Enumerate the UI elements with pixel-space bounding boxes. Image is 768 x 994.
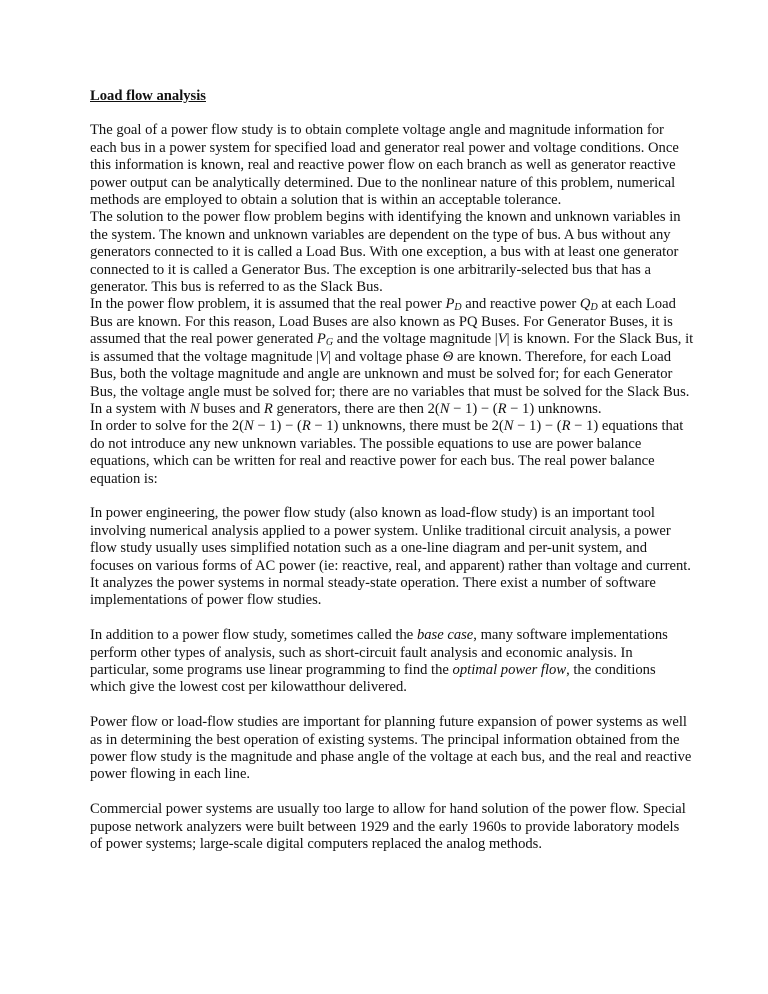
text-run: − 1) − ( bbox=[253, 418, 302, 435]
paragraph-equations bbox=[90, 418, 694, 488]
symbol-n: N bbox=[189, 400, 200, 417]
text-run: | and voltage phase bbox=[328, 348, 443, 365]
paragraph-bus-types bbox=[90, 296, 694, 418]
text-run: In the power flow problem, it is assumed that the real power bbox=[90, 296, 446, 313]
symbol-main: P bbox=[445, 296, 455, 313]
text-run: buses and bbox=[199, 400, 264, 417]
symbol-pd bbox=[445, 296, 461, 312]
text-run: | is known. For the Slack Bus, it is assumed that the voltage magnitude | bbox=[90, 331, 694, 365]
symbol-r: R bbox=[263, 400, 273, 417]
symbol-theta: Θ bbox=[442, 348, 454, 365]
symbol-n: N bbox=[439, 400, 450, 417]
paragraph-commercial: Commercial power systems are usually too large to allow for hand solution of the power flow. Special pupose network analyzers were built between 1929 and the early 1960s to provide laboratory models of power systems; large-scale digital computers replaced the analog methods. bbox=[90, 801, 686, 852]
symbol-n: N bbox=[503, 418, 514, 435]
paragraph-goal: The goal of a power flow study is to obtain complete voltage angle and magnitude information for each bus in a power system for specified load and generator real power and voltage conditions. Once this information is known, real and reactive power flow on each branch as well as generator reactive power output can be analytically determined. Due to the nonlinear nature of this problem, numerical methods are employed to obtain a solution that is within an acceptable tolerance. bbox=[90, 122, 679, 209]
symbol-n: N bbox=[244, 418, 254, 435]
paragraph-base-case bbox=[90, 627, 694, 697]
text-run: , many software implementations perform other types of analysis, such as short-circuit fault analysis and economic analysis. In particular, some programs use linear programming to find the bbox=[90, 627, 668, 678]
symbol-main: Q bbox=[579, 296, 591, 313]
symbol-v: V bbox=[497, 331, 507, 348]
symbol-r: R bbox=[497, 400, 507, 417]
paragraph-known-unknown: The solution to the power flow problem begins with identifying the known and unknown variables in the system. The known and unknown variables are dependent on the type of bus. A bus without any generators connected to it is called a Load Bus. With one exception, a bus with at least one generator connected to it is called a Generator Bus. The exception is one arbitrarily-selected bus that has a generator. This bus is referred to as the Slack Bus. bbox=[90, 209, 681, 296]
symbol-v: V bbox=[319, 348, 328, 365]
symbol-sub: D bbox=[454, 302, 462, 314]
text-run: , the conditions which give the lowest cost per kilowatthour delivered. bbox=[90, 661, 656, 696]
symbol-r: R bbox=[301, 418, 311, 435]
symbol-qd bbox=[580, 296, 598, 312]
symbol-r: R bbox=[561, 418, 571, 435]
text-run: − 1) − ( bbox=[449, 400, 498, 417]
intro-section bbox=[90, 122, 694, 488]
text-run: at each Load Bus are known. For this reason, Load Buses are also known as PQ Buses. For Generator Buses, it is assumed that the real power generated bbox=[90, 296, 676, 348]
text-run: − 1) unknowns, there must be 2( bbox=[310, 418, 504, 435]
emphasis-base-case: base case bbox=[416, 627, 474, 644]
text-run: − 1) unknowns. bbox=[506, 400, 602, 417]
text-run: and the voltage magnitude | bbox=[333, 331, 498, 348]
emphasis-optimal-power-flow: optimal power flow bbox=[452, 661, 567, 678]
paragraph-planning: Power flow or load-flow studies are important for planning future expansion of power systems as well as in determining the best operation of existing systems. The principal information obtained from the power flow study is the magnitude and phase angle of the voltage at each bus, and the real and reactive power flowing in each line. bbox=[90, 714, 692, 783]
text-run: are known. Therefore, for each Load Bus, both the voltage magnitude and angle are unknown and must be solved for; for each Generator Bus, the voltage angle must be solved for; there are no variables that must be solved for the Slack Bus. In a system with bbox=[90, 348, 690, 417]
document-title: Load flow analysis bbox=[90, 88, 206, 104]
symbol-main: P bbox=[316, 331, 326, 348]
symbol-sub: D bbox=[590, 302, 598, 314]
paragraph-power-engineering: In power engineering, the power flow study (also known as load-flow study) is an important tool involving numerical analysis applied to a power system. Unlike traditional circuit analysis, a power flow study usually uses simplified notation such as a one-line diagram and per-unit system, and focuses on various forms of AC power (ie: reactive, real, and apparent) rather than voltage and current. It analyzes the power systems in normal steady-state operation. There exist a number of software implementations of power flow studies. bbox=[90, 505, 691, 609]
text-run: In order to solve for the 2( bbox=[90, 418, 244, 435]
text-run: generators, there are then 2( bbox=[272, 400, 440, 417]
text-run: − 1) − ( bbox=[513, 418, 562, 435]
symbol-sub: G bbox=[325, 337, 334, 349]
text-run: and reactive power bbox=[461, 296, 580, 313]
text-run: − 1) equations that do not introduce any new unknown variables. The possible equations to use are power balance equations, which can be written for real and reactive power for each bus. The real power balance equation is: bbox=[90, 418, 684, 487]
text-run: In addition to a power flow study, sometimes called the bbox=[90, 627, 417, 644]
document-page bbox=[90, 88, 694, 853]
symbol-pg bbox=[317, 331, 333, 347]
